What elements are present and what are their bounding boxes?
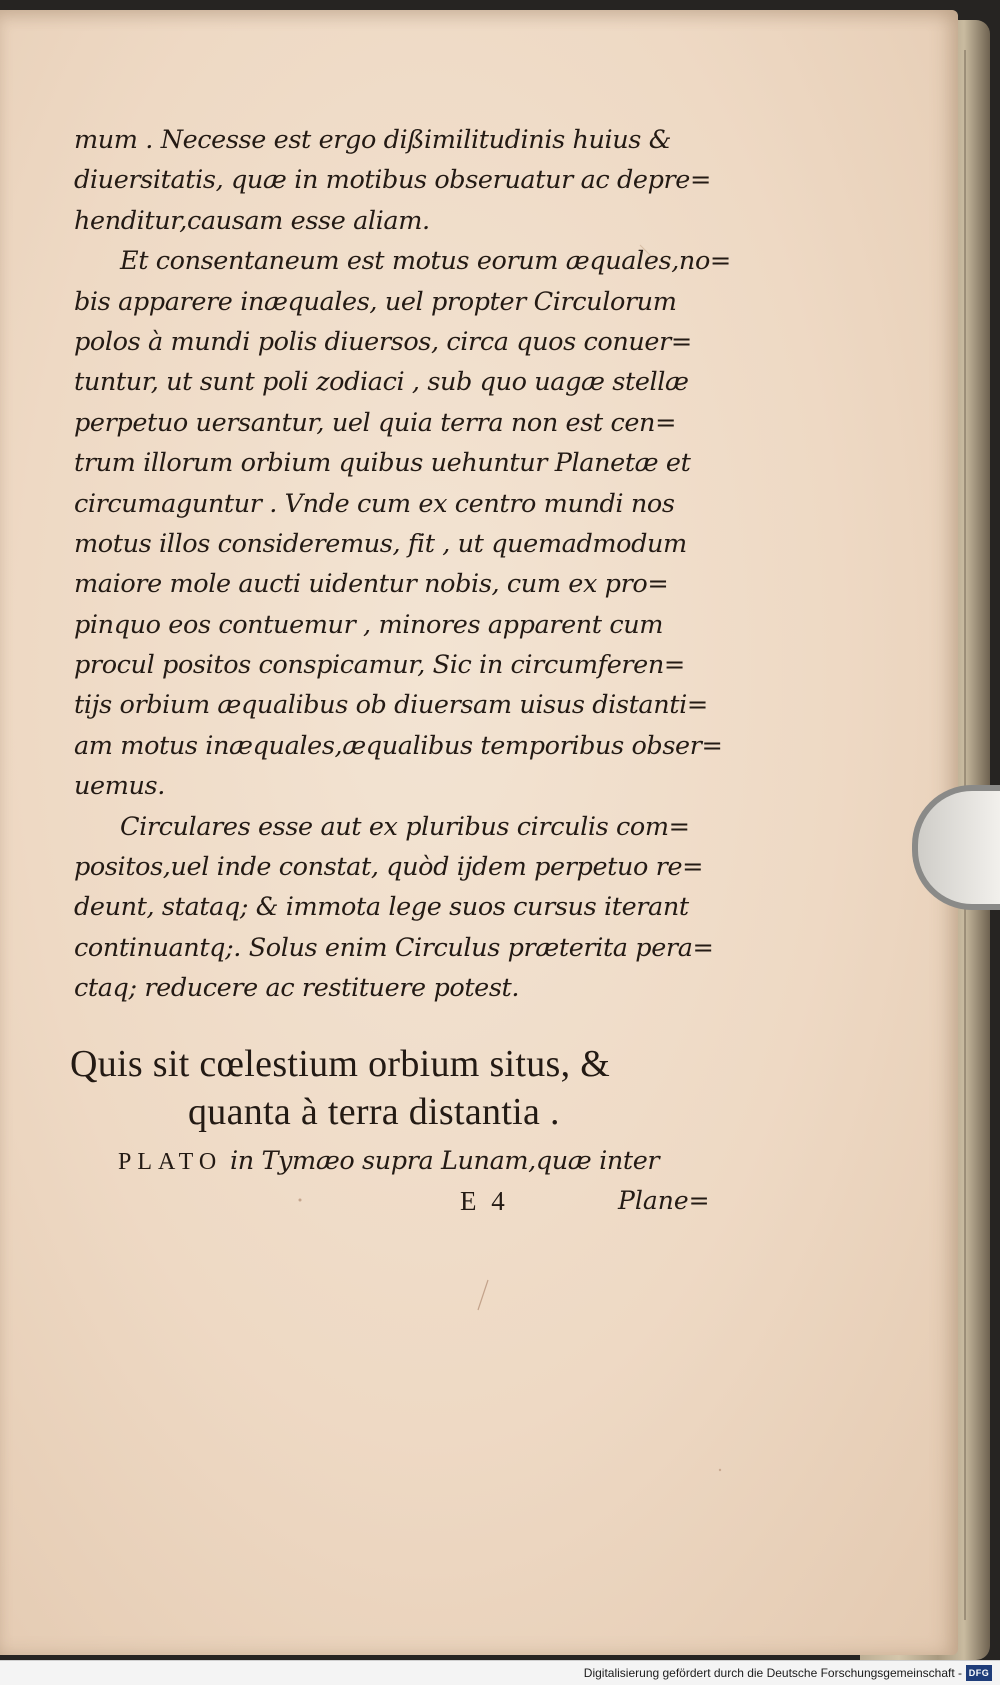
catchword: Plane=	[618, 1186, 710, 1215]
text-line: pinquo eos contuemur , minores apparent cum	[74, 609, 664, 640]
text-line: trum illorum orbium quibus uehuntur Planetæ et	[74, 448, 691, 479]
text-line: positos,uel inde constat, quòd ijdem perpetuo re=	[74, 852, 704, 883]
section-heading	[70, 1040, 720, 1136]
text-line: continuantq;. Solus enim Circulus præterita pera=	[74, 932, 714, 963]
text-line: bis apparere inæquales, uel propter Circulorum	[74, 286, 677, 317]
text-line: am motus inæquales,æqualibus temporibus obser=	[74, 730, 723, 761]
text-line: mum . Necesse est ergo dißimilitudinis huius &	[74, 125, 671, 155]
text-line: maiore mole aucti uidentur nobis, cum ex pro=	[74, 569, 669, 600]
text-line: Circulares esse aut ex pluribus circulis com=	[120, 811, 690, 842]
author-name: PLATO	[118, 1149, 223, 1175]
text-line: henditur,causam esse aliam.	[74, 205, 430, 236]
heading-line: quanta à terra distantia .	[188, 1091, 560, 1133]
text-line: ctaq; reducere ac restituere potest.	[74, 973, 520, 1004]
text-line-rest: in Tymæo supra Lunam,quæ inter	[222, 1146, 660, 1176]
text-line: tijs orbium æqualibus ob diuersam uisus distanti=	[74, 690, 708, 721]
heading-line: Quis sit cœlestium orbium situs, &	[70, 1043, 611, 1085]
text-line: uemus.	[74, 771, 165, 802]
text-line: perpetuo uersantur, uel quia terra non est cen=	[74, 407, 677, 438]
text-line: tuntur, ut sunt poli zodiaci , sub quo uagæ stellæ	[74, 367, 689, 398]
text-line	[118, 1140, 718, 1182]
book-page	[0, 10, 958, 1655]
text-line: Et consentaneum est motus eorum æquales,no=	[120, 246, 731, 277]
text-line: deunt, stataq; & immota lege suos cursus iterant	[74, 892, 689, 923]
body-text	[74, 120, 731, 1009]
dfg-logo: DFG	[966, 1665, 992, 1681]
text-line: procul positos conspicamur, Sic in circumferen=	[74, 650, 685, 681]
text-line: diuersitatis, quæ in motibus obseruatur ac depre=	[74, 165, 711, 196]
signature-mark: E 4	[460, 1186, 509, 1216]
text-line: motus illos consideremus, fit , ut quemadmodum	[74, 528, 687, 559]
text-line: polos à mundi polis diuersos, circa quos conuer=	[74, 326, 692, 357]
footer-bar	[0, 1660, 1000, 1685]
closing-text	[118, 1140, 718, 1182]
text-line: circumaguntur . Vnde cum ex centro mundi nos	[74, 488, 675, 519]
funding-credit: Digitalisierung gefördert durch die Deutsche Forschungsgemeinschaft -	[583, 1666, 962, 1680]
